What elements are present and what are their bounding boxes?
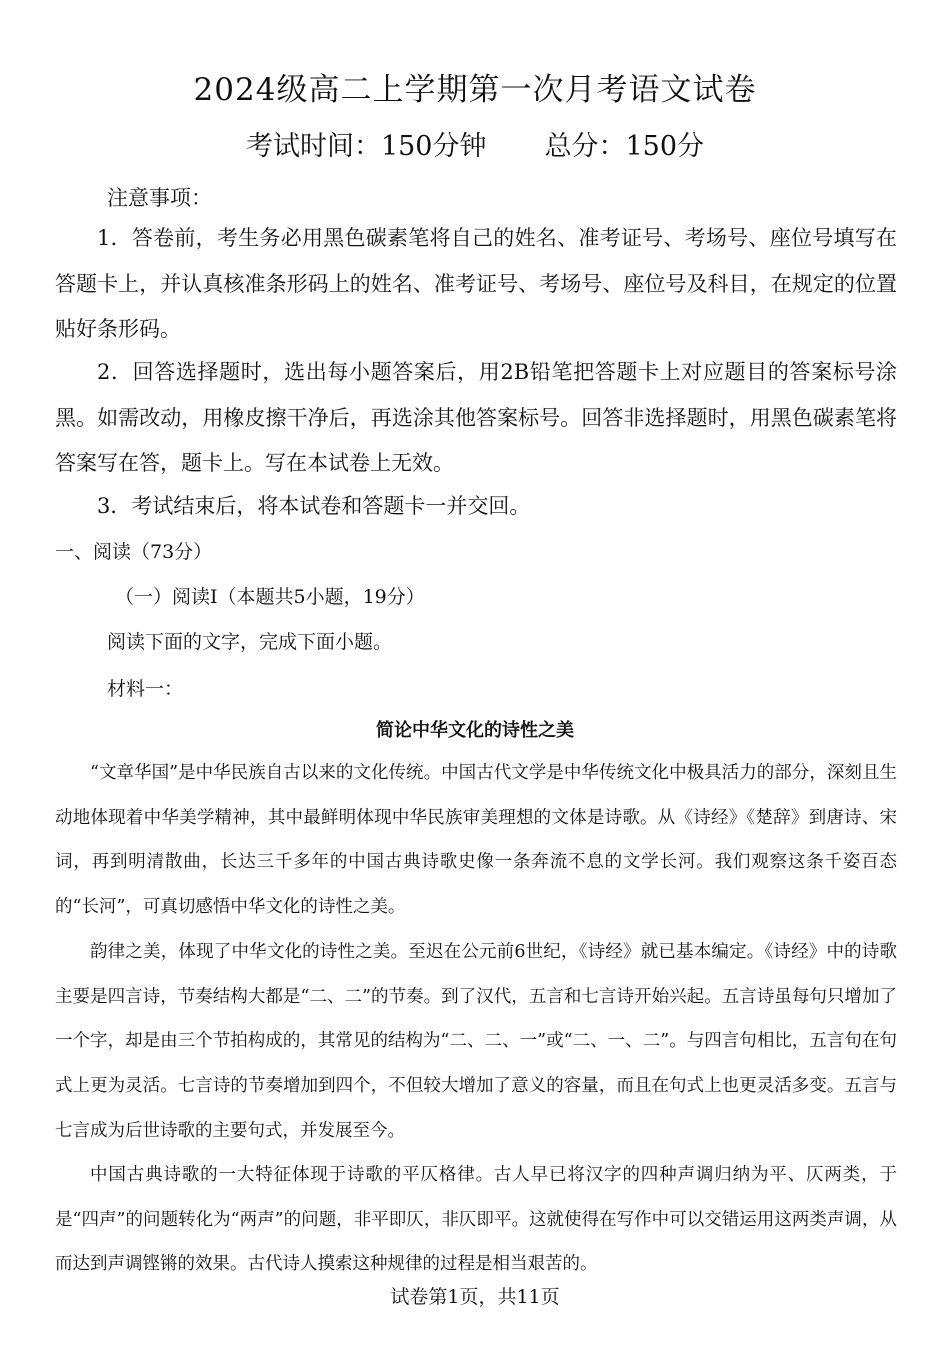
exam-time: 考试时间：150分钟 (245, 131, 487, 162)
article-paragraph: “文章华国”是中华民族自古以来的文化传统。中国古代文学是中华传统文化中极具活力的部分，深刻且生动地体现着中华美学精神，其中最鲜明体现中华民族审美理想的文体是诗歌。从《诗经》《楚辞》到唐诗、宋词，再到明清散曲，长达三千多年的中国古典诗歌史像一条奔流不息的文学长河。我们观察这条千姿百态的“长河”，可真切感悟中华文化的诗性之美。 (55, 763, 897, 918)
page-number: 试卷第1页，共11页 (390, 1286, 560, 1308)
note-item: 1．答卷前，考生务必用黑色碳素笔将自己的姓名、准考证号、考场号、座位号填写在答题卡上，并认真核准条形码上的姓名、准考证号、考场号、座位号及科目，在规定的位置贴好条形码。 (55, 226, 897, 341)
exam-meta (0, 124, 950, 163)
note-item: 2．回答选择题时，选出每小题答案后，用2B铅笔把答题卡上对应题目的答案标号涂黑。如需改动，用橡皮擦干净后，再选涂其他答案标号。回答非选择题时，用黑色碳素笔将答案写在答，题卡上。写在本试卷上无效。 (55, 360, 897, 475)
exam-total-score: 总分：150分 (544, 131, 705, 162)
note-item: 3．考试结束后，将本试卷和答题卡一并交回。 (97, 494, 531, 518)
notes-heading: 注意事项： (107, 186, 212, 210)
exam-title: 2024级高二上学期第一次月考语文试卷 (193, 72, 757, 108)
sub-section-heading: （一）阅读Ⅰ（本题共5小题，19分） (115, 586, 425, 608)
article-paragraph: 中国古典诗歌的一大特征体现于诗歌的平仄格律。古人早已将汉字的四种声调归纳为平、仄两类，于是“四声”的问题转化为“两声”的问题，非平即仄，非仄即平。这就使得在写作中可以交错运用这两类声调，从而达到声调铿锵的效果。古代诗人摸索这种规律的过程是相当艰苦的。 (55, 1165, 897, 1275)
article-title: 简论中华文化的诗性之美 (376, 720, 574, 741)
reading-instruction: 阅读下面的文字，完成下面小题。 (107, 631, 393, 653)
section-heading: 一、阅读（73分） (55, 541, 213, 563)
material-label: 材料一： (107, 678, 184, 700)
article-paragraph: 韵律之美，体现了中华文化的诗性之美。至迟在公元前6世纪，《诗经》就已基本编定。《诗经》中的诗歌主要是四言诗，节奏结构大都是“二、二”的节奏。到了汉代，五言和七言诗开始兴起。五言诗虽每句只增加了一个字，却是由三个节拍构成的，其常见的结构为“二、二、一”或“二、一、二”。与四言句相比，五言句在句式上更为灵活。七言诗的节奏增加到四个，不但较大增加了意义的容量，而且在句式上也更灵活多变。五言与七言成为后世诗歌的主要句式，并发展至今。 (55, 942, 897, 1141)
